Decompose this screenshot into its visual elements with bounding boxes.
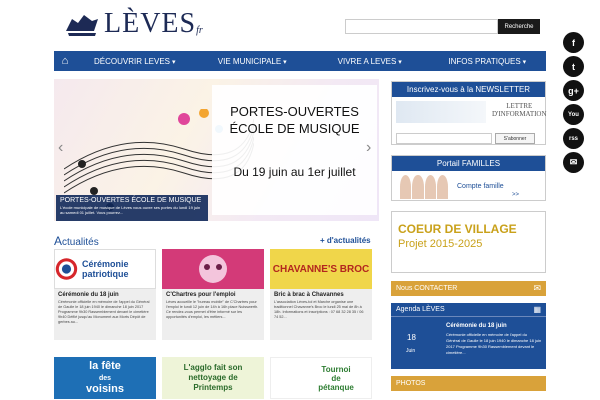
main-nav xyxy=(54,51,546,71)
news-card-title[interactable]: Bric à brac à Chavannes xyxy=(274,292,344,298)
family-photo xyxy=(400,175,448,199)
coeur-title: COEUR DE VILLAGE xyxy=(398,222,517,236)
agenda-day: 18 xyxy=(407,333,416,342)
slide-caption-desc: L'école municipale de musique de Lèves vous ouvre ses portes du lundi 19 juin au samedi 01 juillet. Vous pourrez... xyxy=(60,205,201,215)
nav-item-infos[interactable]: INFOS PRATIQUES ▾ xyxy=(429,57,547,66)
agenda-header[interactable]: Agenda LÈVES xyxy=(391,303,546,317)
news-card[interactable] xyxy=(270,249,372,340)
slider-next-icon[interactable]: › xyxy=(366,139,372,156)
news-card-image-line: de xyxy=(331,373,341,383)
news-card[interactable] xyxy=(270,357,372,399)
search-button[interactable]: Recherche xyxy=(498,19,540,34)
news-card-image-text: Cérémonie patriotique xyxy=(81,259,129,279)
newsletter-art-text: LETTRE D'INFORMATION xyxy=(492,102,547,118)
home-icon[interactable]: ⌂ xyxy=(61,55,69,67)
agenda-box xyxy=(391,303,546,369)
news-card-body xyxy=(54,289,156,340)
people-illustration-icon xyxy=(193,252,233,286)
lion-crest-icon xyxy=(62,9,102,39)
news-card-image xyxy=(270,357,372,399)
search-bar xyxy=(345,19,540,34)
calendar-icon[interactable]: ▦ xyxy=(533,305,541,314)
news-card-image-line: la fête xyxy=(89,360,121,372)
familles-header: Portail FAMILLES xyxy=(392,156,545,171)
news-card-desc: Lèves accueille le "bureau mobile" de C'Chartres pour l'emploi le lundi 12 juin de 14h à 16h place Nuisswerth. Ce rendez-vous permet d'être informé sur les opportunités d'emploi, les métiers... xyxy=(166,300,259,319)
newsletter-email-input[interactable] xyxy=(396,133,492,144)
news-card-body xyxy=(270,289,372,340)
more-actualites-link[interactable] xyxy=(320,236,371,245)
agenda-event-title[interactable]: Cérémonie du 18 juin xyxy=(446,323,507,329)
news-card[interactable] xyxy=(54,357,156,399)
nav-item-vivre[interactable]: VIVRE A LEVES ▾ xyxy=(311,57,429,66)
nav-item-vie-municipale[interactable]: VIE MUNICIPALE ▾ xyxy=(194,57,312,66)
news-card[interactable] xyxy=(54,249,156,340)
newsletter-box xyxy=(391,81,546,145)
facebook-icon[interactable]: f xyxy=(563,32,584,53)
news-card-desc: Cérémonie officielle en mémoire de l'appel du Général de Gaulle le 18 juin 1940 le dimanche 18 juin 2017 Programme 9h30 Rassemblement devant le cimetière 9h40 Défilé jusqu'au Monument aux Morts Dépôt de gerbes au... xyxy=(58,300,150,324)
mail-icon[interactable]: ✉ xyxy=(563,152,584,173)
news-card-image-line: Tournoi xyxy=(321,364,351,374)
logo-suffix: fr xyxy=(196,25,203,36)
google-plus-icon[interactable]: g+ xyxy=(563,80,584,101)
news-card-title[interactable]: Cérémonie du 18 juin xyxy=(58,292,119,298)
actualites-title: Actualités xyxy=(54,234,99,248)
news-card-title[interactable]: C'Chartres pour l'emploi xyxy=(166,292,236,298)
news-card-image xyxy=(54,357,156,399)
agenda-event-desc: Cérémonie officielle en mémoire de l'appel du Général de Gaulle le 18 juin 1940 le dimanche 18 juin 2017 Programme 9h30 Rassemblement devant le cimetière... xyxy=(446,332,542,355)
youtube-icon[interactable]: You xyxy=(563,104,584,125)
social-links xyxy=(563,32,585,173)
site-logo[interactable] xyxy=(62,6,212,42)
hero-slider[interactable] xyxy=(54,79,379,221)
photos-link[interactable]: PHOTOS xyxy=(391,376,546,391)
news-card-image-text: CHAVANNE'S BROC xyxy=(272,263,370,275)
logo-text: LÈVES xyxy=(104,8,197,39)
news-card-image xyxy=(162,357,264,399)
coeur-subtitle: Projet 2015-2025 xyxy=(398,238,483,250)
news-card-image-line: voisins xyxy=(86,383,124,395)
news-card[interactable] xyxy=(162,357,264,399)
compte-famille-arrow: >> xyxy=(512,192,520,198)
cockade-icon xyxy=(55,254,78,284)
slide-caption[interactable] xyxy=(56,195,208,221)
news-card-image-line: pétanque xyxy=(318,382,354,392)
news-card-image xyxy=(270,249,372,289)
slide-title-line2: ÉCOLE DE MUSIQUE xyxy=(229,121,360,136)
slider-prev-icon[interactable]: ‹ xyxy=(58,139,64,156)
search-input[interactable] xyxy=(345,19,498,34)
news-card-image xyxy=(162,249,264,289)
slide-panel xyxy=(212,85,377,215)
slide-caption-title: PORTES-OUVERTES ÉCOLE DE MUSIQUE xyxy=(60,197,202,204)
news-card-desc: L'association Lèves-tol et Marche organise une traditionnel Chavanne's Broc le lundi 25 mai de 8h à 18h. Informations et inscriptions : 07 68 32 28 35 / 06 74 52... xyxy=(274,300,364,319)
news-card-image-line: nettoyage de xyxy=(188,373,238,382)
coeur-de-village-banner[interactable] xyxy=(391,211,546,273)
compte-famille-link[interactable]: Compte famille xyxy=(457,183,504,190)
contact-link[interactable]: Nous CONTACTER ✉ xyxy=(391,281,546,296)
news-card-image-line: L'agglo fait son xyxy=(183,363,243,372)
subscribe-button[interactable]: S'abonner xyxy=(495,133,535,144)
news-card[interactable] xyxy=(162,249,264,340)
nav-item-decouvrir[interactable]: DÉCOUVRIR LEVES ▾ xyxy=(76,57,194,66)
news-card-image xyxy=(54,249,156,289)
news-card-body xyxy=(162,289,264,340)
twitter-icon[interactable]: t xyxy=(563,56,584,77)
slide-date: Du 19 juin au 1er juillet xyxy=(233,165,356,179)
newsletter-illustration xyxy=(396,101,486,123)
agenda-month: Juin xyxy=(406,348,416,354)
newsletter-header[interactable]: Inscrivez-vous à la NEWSLETTER xyxy=(392,82,545,97)
news-card-image-line: des xyxy=(98,375,112,382)
news-card-image-line: Printemps xyxy=(193,383,233,392)
slide-title-line1: PORTES-OUVERTES xyxy=(230,104,359,119)
more-actualites-label: + d'actualités xyxy=(320,236,371,245)
rss-icon[interactable]: rss xyxy=(563,128,584,149)
slide-title xyxy=(212,103,377,137)
familles-box[interactable] xyxy=(391,155,546,201)
